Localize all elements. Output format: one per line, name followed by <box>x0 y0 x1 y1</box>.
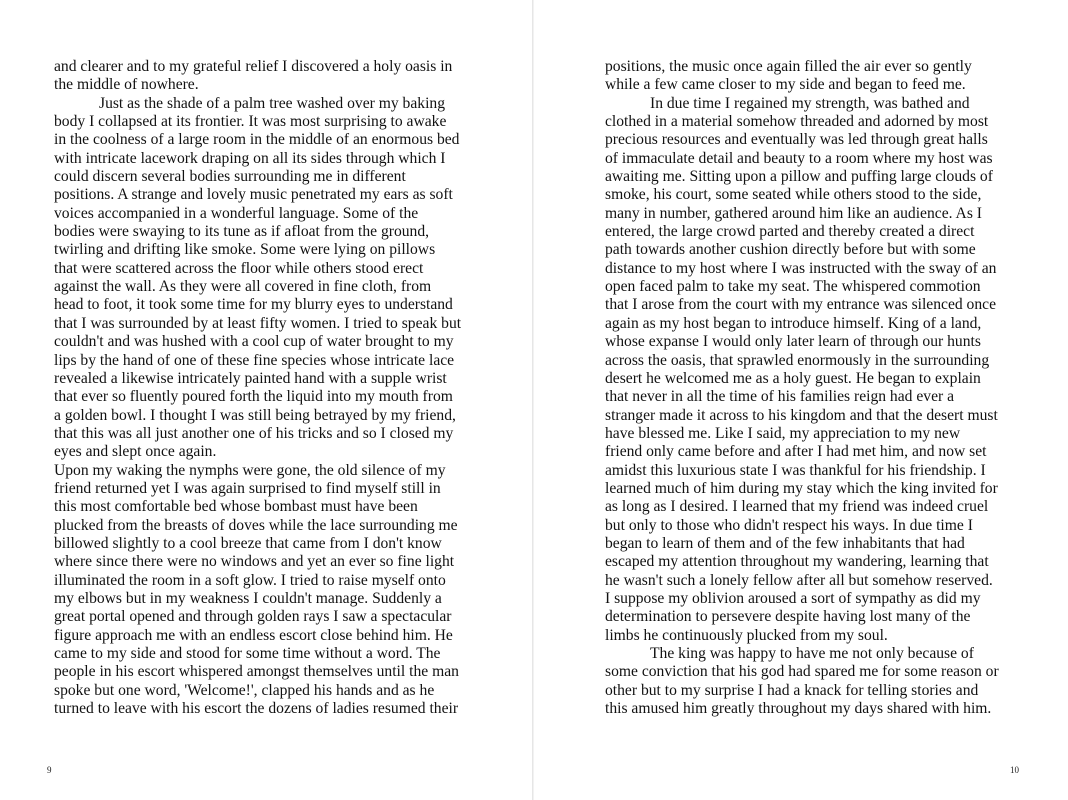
right-page <box>534 0 1068 800</box>
text-line: The king was happy to have me not only because of <box>650 645 974 662</box>
text-line: entered, the large crowd parted and thereby created a direct <box>605 223 975 241</box>
text-line: determination to persevere despite having lost many of the <box>605 608 971 626</box>
text-line: awaiting me. Sitting upon a pillow and puffing large clouds of <box>605 168 993 186</box>
text-line: a golden bowl. I thought I was still being betrayed by my friend, <box>54 406 456 424</box>
text-line: could discern several bodies surrounding me in different <box>54 168 406 186</box>
text-line: bodies were swaying to its tune as if afloat from the ground, <box>54 223 430 241</box>
text-line: smoke, his court, some seated while others stood to the side, <box>605 186 982 204</box>
text-line: head to foot, it took some time for my blurry eyes to understand <box>54 296 453 314</box>
text-line: this amused him greatly throughout my days shared with him. <box>605 700 992 718</box>
text-line: turned to leave with his escort the dozens of ladies resumed their <box>54 700 459 718</box>
text-line: many in number, gathered around him like an audience. As I <box>605 204 982 222</box>
text-line: limbs he continuously plucked from my soul. <box>605 626 888 644</box>
left-page-text <box>54 58 478 718</box>
text-line: he wasn't such a lonely fellow after all but somehow reserved. <box>605 571 993 589</box>
text-line: have blessed me. Like I said, my appreciation to my new <box>605 424 961 442</box>
right-page-text <box>605 58 1015 718</box>
text-line: revealed a likewise intricately painted hand with a supple wrist <box>54 369 447 387</box>
text-line: In due time I regained my strength, was bathed and <box>650 94 970 112</box>
text-line: distance to my host where I was instructed with the sway of an <box>605 259 997 277</box>
text-line: that I was surrounded by at least fifty women. I tried to speak but <box>54 314 462 332</box>
text-line: desert he welcomed me as a holy guest. He began to explain <box>605 369 981 387</box>
text-line: came to my side and stood for some time without a word. The <box>54 645 441 662</box>
text-line: that I arose from the court with my entrance was silenced once <box>605 296 996 314</box>
text-line: escaped my attention throughout my wandering, learning that <box>605 553 989 571</box>
text-line: whose expanse I would only later learn of through our hunts <box>605 333 981 351</box>
text-line: with intricate lacework draping on all its sides through which I <box>54 149 446 167</box>
left-page-number: 9 <box>47 765 52 775</box>
text-line: that were scattered across the floor while others stood erect <box>54 259 424 277</box>
text-line: the middle of nowhere. <box>54 76 199 94</box>
text-line: eyes and slept once again. <box>54 443 217 461</box>
text-line: friend only came before and after I had met him, and now set <box>605 443 987 461</box>
text-line: other but to my surprise I had a knack for telling stories and <box>605 681 979 699</box>
text-line: figure approach me with an endless escort close behind him. He <box>54 626 453 644</box>
text-line: while a few came closer to my side and began to feed me. <box>605 76 966 94</box>
text-line: open faced palm to take my seat. The whispered commotion <box>605 278 981 296</box>
text-line: people in his escort whispered amongst themselves until the man <box>54 663 459 681</box>
text-line: couldn't and was hushed with a cool cup of water brought to my <box>54 333 454 351</box>
text-line: precious resources and eventually was led through great halls <box>605 131 988 149</box>
text-line: learned much of him during my stay which the king invited for <box>605 479 998 497</box>
text-line: I suppose my oblivion aroused a sort of sympathy as did my <box>605 589 981 607</box>
text-line: Upon my waking the nymphs were gone, the old silence of my <box>54 461 446 479</box>
text-line: my elbows but in my weakness I couldn't manage. Suddenly a <box>54 589 442 607</box>
text-line: positions. A strange and lovely music penetrated my ears as soft <box>54 186 453 204</box>
text-line: illuminated the room in a soft glow. I tried to raise myself onto <box>54 571 446 589</box>
text-line: that never in all the time of his families reign had ever a <box>605 388 955 406</box>
text-line: of immaculate detail and beauty to a room where my host was <box>605 149 993 167</box>
text-line: that ever so fluently poured forth the liquid into my mouth from <box>54 388 453 406</box>
text-line: amidst this luxurious state I was thankful for his friendship. I <box>605 461 986 479</box>
text-line: again as my host began to introduce himself. King of a land, <box>605 314 982 332</box>
text-line: Just as the shade of a palm tree washed over my baking <box>99 94 445 112</box>
text-line: clothed in a material somehow threaded and adorned by most <box>605 113 989 131</box>
right-page-number: 10 <box>1010 765 1019 775</box>
text-line: some conviction that his god had spared me for some reason or <box>605 663 999 681</box>
text-line: positions, the music once again filled the air ever so gently <box>605 58 972 75</box>
text-line: but only to those who didn't respect his ways. In due time I <box>605 516 973 534</box>
text-line: where since there were no windows and yet an ever so fine light <box>54 553 455 571</box>
text-line: plucked from the breasts of doves while the lace surrounding me <box>54 516 458 534</box>
text-line: against the wall. As they were all covered in fine cloth, from <box>54 278 432 296</box>
text-line: in the coolness of a large room in the middle of an enormous bed <box>54 131 460 149</box>
text-line: across the oasis, that sprawled enormously in the surrounding <box>605 351 990 369</box>
text-line: billowed slightly to a cool breeze that came from I don't know <box>54 534 442 552</box>
text-line: lips by the hand of one of these fine species whose intricate lace <box>54 351 455 369</box>
text-line: path towards another cushion directly before but with some <box>605 241 976 259</box>
text-line: as long as I desired. I learned that my friend was indeed cruel <box>605 498 989 516</box>
text-line: body I collapsed at its frontier. It was most surprising to awake <box>54 113 447 131</box>
text-line: voices accompanied in a wonderful language. Some of the <box>54 204 419 222</box>
text-line: great portal opened and through golden rays I saw a spectacular <box>54 608 452 626</box>
text-line: this most comfortable bed whose bombast must have been <box>54 498 418 516</box>
text-line: friend returned yet I was again surprised to find myself still in <box>54 479 441 497</box>
text-line: began to learn of them and of the few inhabitants that had <box>605 534 965 552</box>
left-page <box>0 0 533 800</box>
text-line: twirling and drifting like smoke. Some were lying on pillows <box>54 241 436 259</box>
text-line: spoke but one word, 'Welcome!', clapped his hands and as he <box>54 681 435 699</box>
text-line: that this was all just another one of his tricks and so I closed my <box>54 424 454 442</box>
text-line: stranger made it across to his kingdom and that the desert must <box>605 406 998 424</box>
text-line: and clearer and to my grateful relief I discovered a holy oasis in <box>54 58 453 75</box>
